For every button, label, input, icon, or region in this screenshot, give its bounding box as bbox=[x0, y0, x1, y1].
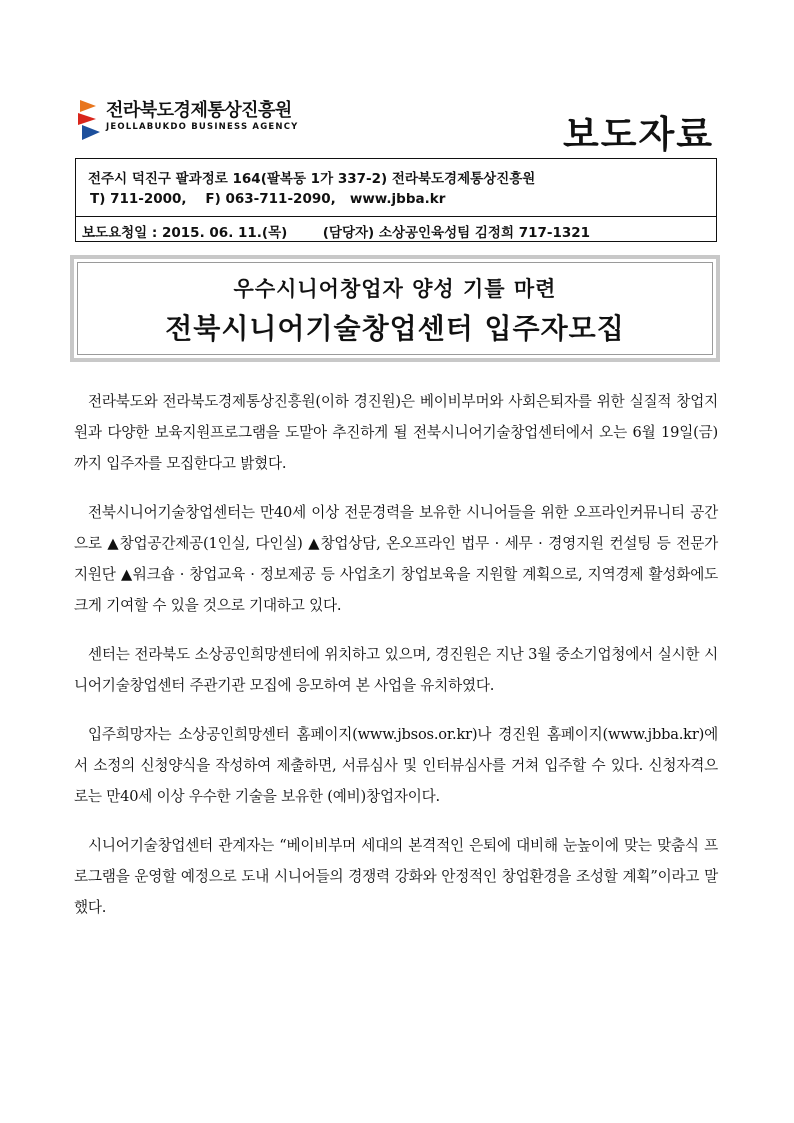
org-logo bbox=[76, 94, 316, 146]
contact-info-box bbox=[75, 158, 717, 242]
headline-title: 전북시니어기술창업센터 입주자모집 bbox=[165, 312, 625, 345]
org-name-english: JEOLLABUKDO BUSINESS AGENCY bbox=[106, 122, 299, 132]
org-address: 전주시 덕진구 팔과정로 164(팔복동 1가 337-2) 전라북도경제통상진흥원 bbox=[88, 171, 536, 187]
document-type-title: 보도자료 bbox=[563, 113, 714, 156]
headline-box bbox=[70, 255, 720, 362]
paragraph: 시니어기술창업센터 관계자는 “베이비부머 세대의 본격적인 은퇴에 대비해 눈높이에 맞는 맞춤식 프로그램을 운영할 예정으로 도내 시니어들의 경쟁력 강화와 안정적인 창업환경을 조성할 계획”이라고 말했다. bbox=[74, 837, 718, 916]
info-divider bbox=[76, 216, 716, 217]
request-line bbox=[82, 221, 590, 241]
website-link[interactable]: www.jbba.kr bbox=[349, 191, 446, 207]
contact-person: (담당자) 소상공인육성팀 김정희 717-1321 bbox=[322, 225, 591, 241]
org-name: 전라북도경제통상진흥원 bbox=[106, 100, 292, 121]
paragraph: 입주희망자는 소상공인희망센터 홈페이지(www.jbsos.or.kr)나 경진원 홈페이지(www.jbba.kr)에서 소정의 신청양식을 작성하여 제출하면, 서류심사 및 인터뷰심사를 거쳐 입주할 수 있다. 신청자격으로는 만40세 이상 우수한 기술을 보유한 (예비)창업자이다. bbox=[74, 726, 718, 805]
org-logo-icon bbox=[76, 98, 102, 142]
fax-number: F) 063-711-2090, bbox=[205, 191, 336, 207]
paragraph: 전북시니어기술창업센터는 만40세 이상 전문경력을 보유한 시니어들을 위한 오프라인커뮤니티 공간으로 ▲창업공간제공(1인실, 다인실) ▲창업상담, 온오프라인 법무 · 세무 · 경영지원 컨설팅 등 전문가 지원단 ▲워크숍 · 창업교육 · 정보제공 등 사업초기 창업보육을 지원할 계획으로, 지역경제 활성화에도 크게 기여할 수 있을 것으로 기대하고 있다. bbox=[74, 504, 718, 614]
article-body bbox=[74, 386, 718, 941]
paragraph: 센터는 전라북도 소상공인희망센터에 위치하고 있으며, 경진원은 지난 3월 중소기업청에서 실시한 시니어기술창업센터 주관기관 모집에 응모하여 본 사업을 유치하였다. bbox=[74, 646, 718, 694]
release-request-date: 보도요청일 : 2015. 06. 11.(목) bbox=[82, 225, 288, 241]
telephone-number: T) 711-2000, bbox=[90, 191, 187, 207]
contact-line bbox=[90, 191, 445, 207]
headline-subtitle: 우수시니어창업자 양성 기틀 마련 bbox=[233, 276, 557, 301]
paragraph: 전라북도와 전라북도경제통상진흥원(이하 경진원)은 베이비부머와 사회은퇴자를 위한 실질적 창업지원과 다양한 보육지원프로그램을 도맡아 추진하게 될 전북시니어기술창업센터에서 오는 6월 19일(금)까지 입주자를 모집한다고 밝혔다. bbox=[74, 393, 718, 472]
document-header bbox=[76, 88, 720, 158]
